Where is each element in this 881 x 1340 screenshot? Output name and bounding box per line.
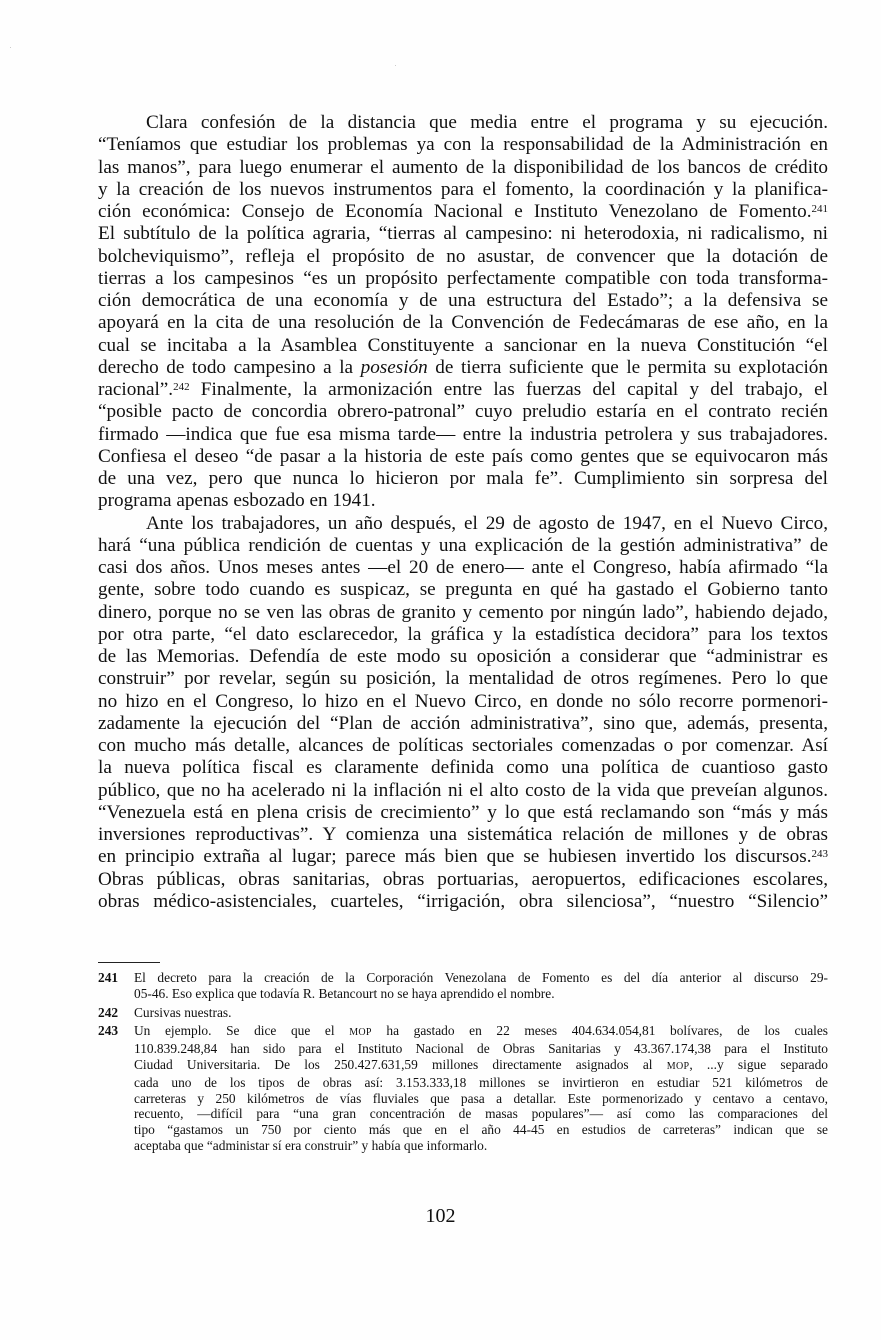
text-line: programa apenas esbozado en 1941. (98, 490, 376, 512)
text-line: ción democrática de una economía y de una estructura del Estado”; a la defensiva se (98, 290, 828, 311)
text-line: Obras públicas, obras sanitarias, obras portuarias, aeropuertos, edificaciones escolares, (98, 868, 828, 890)
footnote-line: 110.839.248,84 han sido para el Instituto Nacional de Obras Sanitarias y 43.367.174,38 para el Instituto (134, 1041, 828, 1057)
footnote-line: tipo “gastamos un 750 por ciento más que en el año 44-45 en estudios de carreteras” indican que se (134, 1122, 828, 1138)
footnote-line (134, 1023, 828, 1041)
text-line: casi dos años. Unos meses antes —el 20 de enero— ante el Congreso, había afirmado “la (98, 557, 828, 578)
footnotes (98, 970, 828, 1157)
page-number: 102 (425, 1205, 456, 1227)
footnote-ref-242[interactable]: 242 (173, 381, 190, 393)
text-line: cual se incitaba a la Asamblea Constituyente a sancionar en la nueva Constitución “el (98, 334, 828, 356)
text-line: inversiones reproductivas”. Y comienza una sistemática relación de millones y de obras (98, 824, 828, 845)
footnote-ref-243[interactable]: 243 (811, 848, 828, 861)
footnote-number: 241 (98, 970, 119, 985)
text-segment: Ciudad Universitaria. De los 250.427.631,59 millones directamente asignados al (134, 1056, 667, 1072)
text-line: construir” por revelar, según su posición, la mentalidad de otros regímenes. Pero lo que (98, 668, 828, 690)
text-line: Confiesa el deseo “de pasar a la historia de este país como gentes que se equivocaron más (98, 445, 828, 467)
text-line: obras médico-asistenciales, cuarteles, “irrigación, obra silenciosa”, “nuestro “Silencio” (98, 890, 828, 912)
footnote-242 (98, 1005, 828, 1021)
paragraph-1 (98, 112, 828, 513)
footnote-line: 05-46. Eso explica que todavía R. Betancourt no se haya aprendido el nombre. (134, 985, 555, 1001)
text-line: firmado —indica que fue esa misma tarde— entre la industria petrolera y sus trabajadores. (98, 423, 828, 445)
footnote-line: cada uno de los tipos de obras así: 3.153.333,18 millones se invirtieron en estudiar 521 kilómetros de (134, 1074, 828, 1090)
text-line: gente, sobre todo cuando es suspicaz, se pregunta en qué ha gastado el Gobierno tanto (98, 579, 828, 601)
text-line: de una vez, pero que nunca lo hicieron por mala fe”. Cumplimiento sin sorpresa del (98, 468, 828, 489)
body-text (98, 112, 828, 913)
text-line: “posible pacto de concordia obrero-patronal” cuyo preludio estaría en el contrato recién (98, 401, 828, 423)
footnote-241 (98, 970, 828, 1002)
text-segment: racional”. (98, 379, 174, 400)
text-segment: Un ejemplo. Se dice que el (134, 1023, 350, 1039)
text-line (98, 201, 828, 223)
text-line: con mucho más detalle, alcances de políticas sectoriales comenzadas o por comenzar. Así (98, 735, 828, 756)
text-segment: Finalmente, la armonización entre las fuerzas del capital y del trabajo, el (189, 379, 828, 400)
text-line: “Venezuela está en plena crisis de crecimiento” y lo que está reclamando son “más y más (98, 801, 828, 823)
scan-speck (10, 47, 11, 48)
footnote-separator (98, 962, 160, 963)
text-line (98, 846, 828, 868)
text-segment: en principio extraña al lugar; parece más bien que se hubiesen invertido los discursos. (98, 846, 812, 868)
text-segment: derecho de todo campesino a la (98, 356, 361, 378)
text-segment: , ...y sigue separado (689, 1056, 829, 1072)
text-line: El subtítulo de la política agraria, “tierras al campesino: ni heterodoxia, ni radicalismo, ni (98, 223, 828, 245)
footnote-ref-241[interactable]: 241 (811, 203, 828, 215)
text-line: la nueva política fiscal es claramente definida como una política de cuantioso gasto (98, 757, 828, 779)
text-line: las manos”, para luego enumerar el aumento de la disponibilidad de los bancos de crédito (98, 156, 828, 178)
text-line (98, 357, 828, 379)
footnote-line: aceptaba que “administar sí era construir” y había que informarlo. (134, 1137, 488, 1153)
footnote-number: 243 (98, 1023, 119, 1039)
text-line: bolcheviquismo”, refleja el propósito de no asustar, de convencer que la dotación de (98, 245, 828, 267)
footnote-line: recuento, —difícil para “una gran concentración de masas populares”— así como las comparaciones del (134, 1106, 828, 1122)
text-line: por otra parte, “el dato esclarecedor, la gráfica y la estadística decidora” para los textos (98, 623, 828, 645)
text-segment: de tierra suficiente que le permita su explotación (427, 356, 828, 378)
footnote-line (134, 1057, 828, 1075)
scan-speck (395, 65, 396, 66)
paragraph-2 (98, 513, 828, 914)
footnote-243 (98, 1023, 828, 1153)
text-line: apoyará en la cita de una resolución de la Convención de Fedecámaras de ese año, en la (98, 312, 828, 334)
text-line: dinero, porque no se ven las obras de granito y cemento por ningún lado”, habiendo dejado, (98, 601, 828, 623)
text-line: Clara confesión de la distancia que media entre el programa y su ejecución. (146, 112, 828, 133)
text-line: tierras a los campesinos “es un propósito perfectamente compatible con toda transforma- (98, 267, 828, 289)
text-line: Ante los trabajadores, un año después, el 29 de agosto de 1947, en el Nuevo Circo, (146, 512, 828, 534)
text-segment: ha gastado en 22 meses 404.634.054,81 bolívares, de los cuales (371, 1023, 829, 1039)
footnote-line: El decreto para la creación de la Corporación Venezolana de Fomento es del día anterior al discurso 29- (134, 970, 828, 985)
text-line: y la creación de los nuevos instrumentos para el fomento, la coordinación y la planifica- (98, 178, 828, 200)
text-line: no hizo en el Congreso, lo hizo en el Nuevo Circo, en donde no sólo recorre pormenori- (98, 690, 828, 712)
text-line: hará “una pública rendición de cuentas y una explicación de la gestión administrativa” de (98, 534, 828, 556)
abbreviation-mop: MOP (349, 1027, 372, 1039)
italic-emphasis: posesión (360, 356, 428, 378)
abbreviation-mop: MOP (666, 1060, 690, 1072)
text-line: “Teníamos que estudiar los problemas ya con la responsabilidad de la Administración en (98, 134, 828, 156)
footnote-number: 242 (98, 1004, 119, 1020)
text-line (98, 379, 828, 401)
text-line: público, que no ha acelerado ni la inflación ni el alto costo de la vida que preveían algunos. (98, 779, 828, 801)
text-line: zadamente la ejecución del “Plan de acción administrativa”, sino que, además, presenta, (98, 712, 828, 734)
footnote-line: Cursivas nuestras. (134, 1004, 232, 1020)
footnote-line: carreteras y 250 kilómetros de vías fluviales que pasa a detallar. Este pormenorizado y centavo a centavo, (134, 1090, 828, 1106)
text-line: de las Memorias. Defendía de este modo su oposición a considerar que “administrar es (98, 646, 828, 667)
text-segment: ción económica: Consejo de Economía Nacional e Instituto Venezolano de Fomento. (98, 201, 812, 222)
